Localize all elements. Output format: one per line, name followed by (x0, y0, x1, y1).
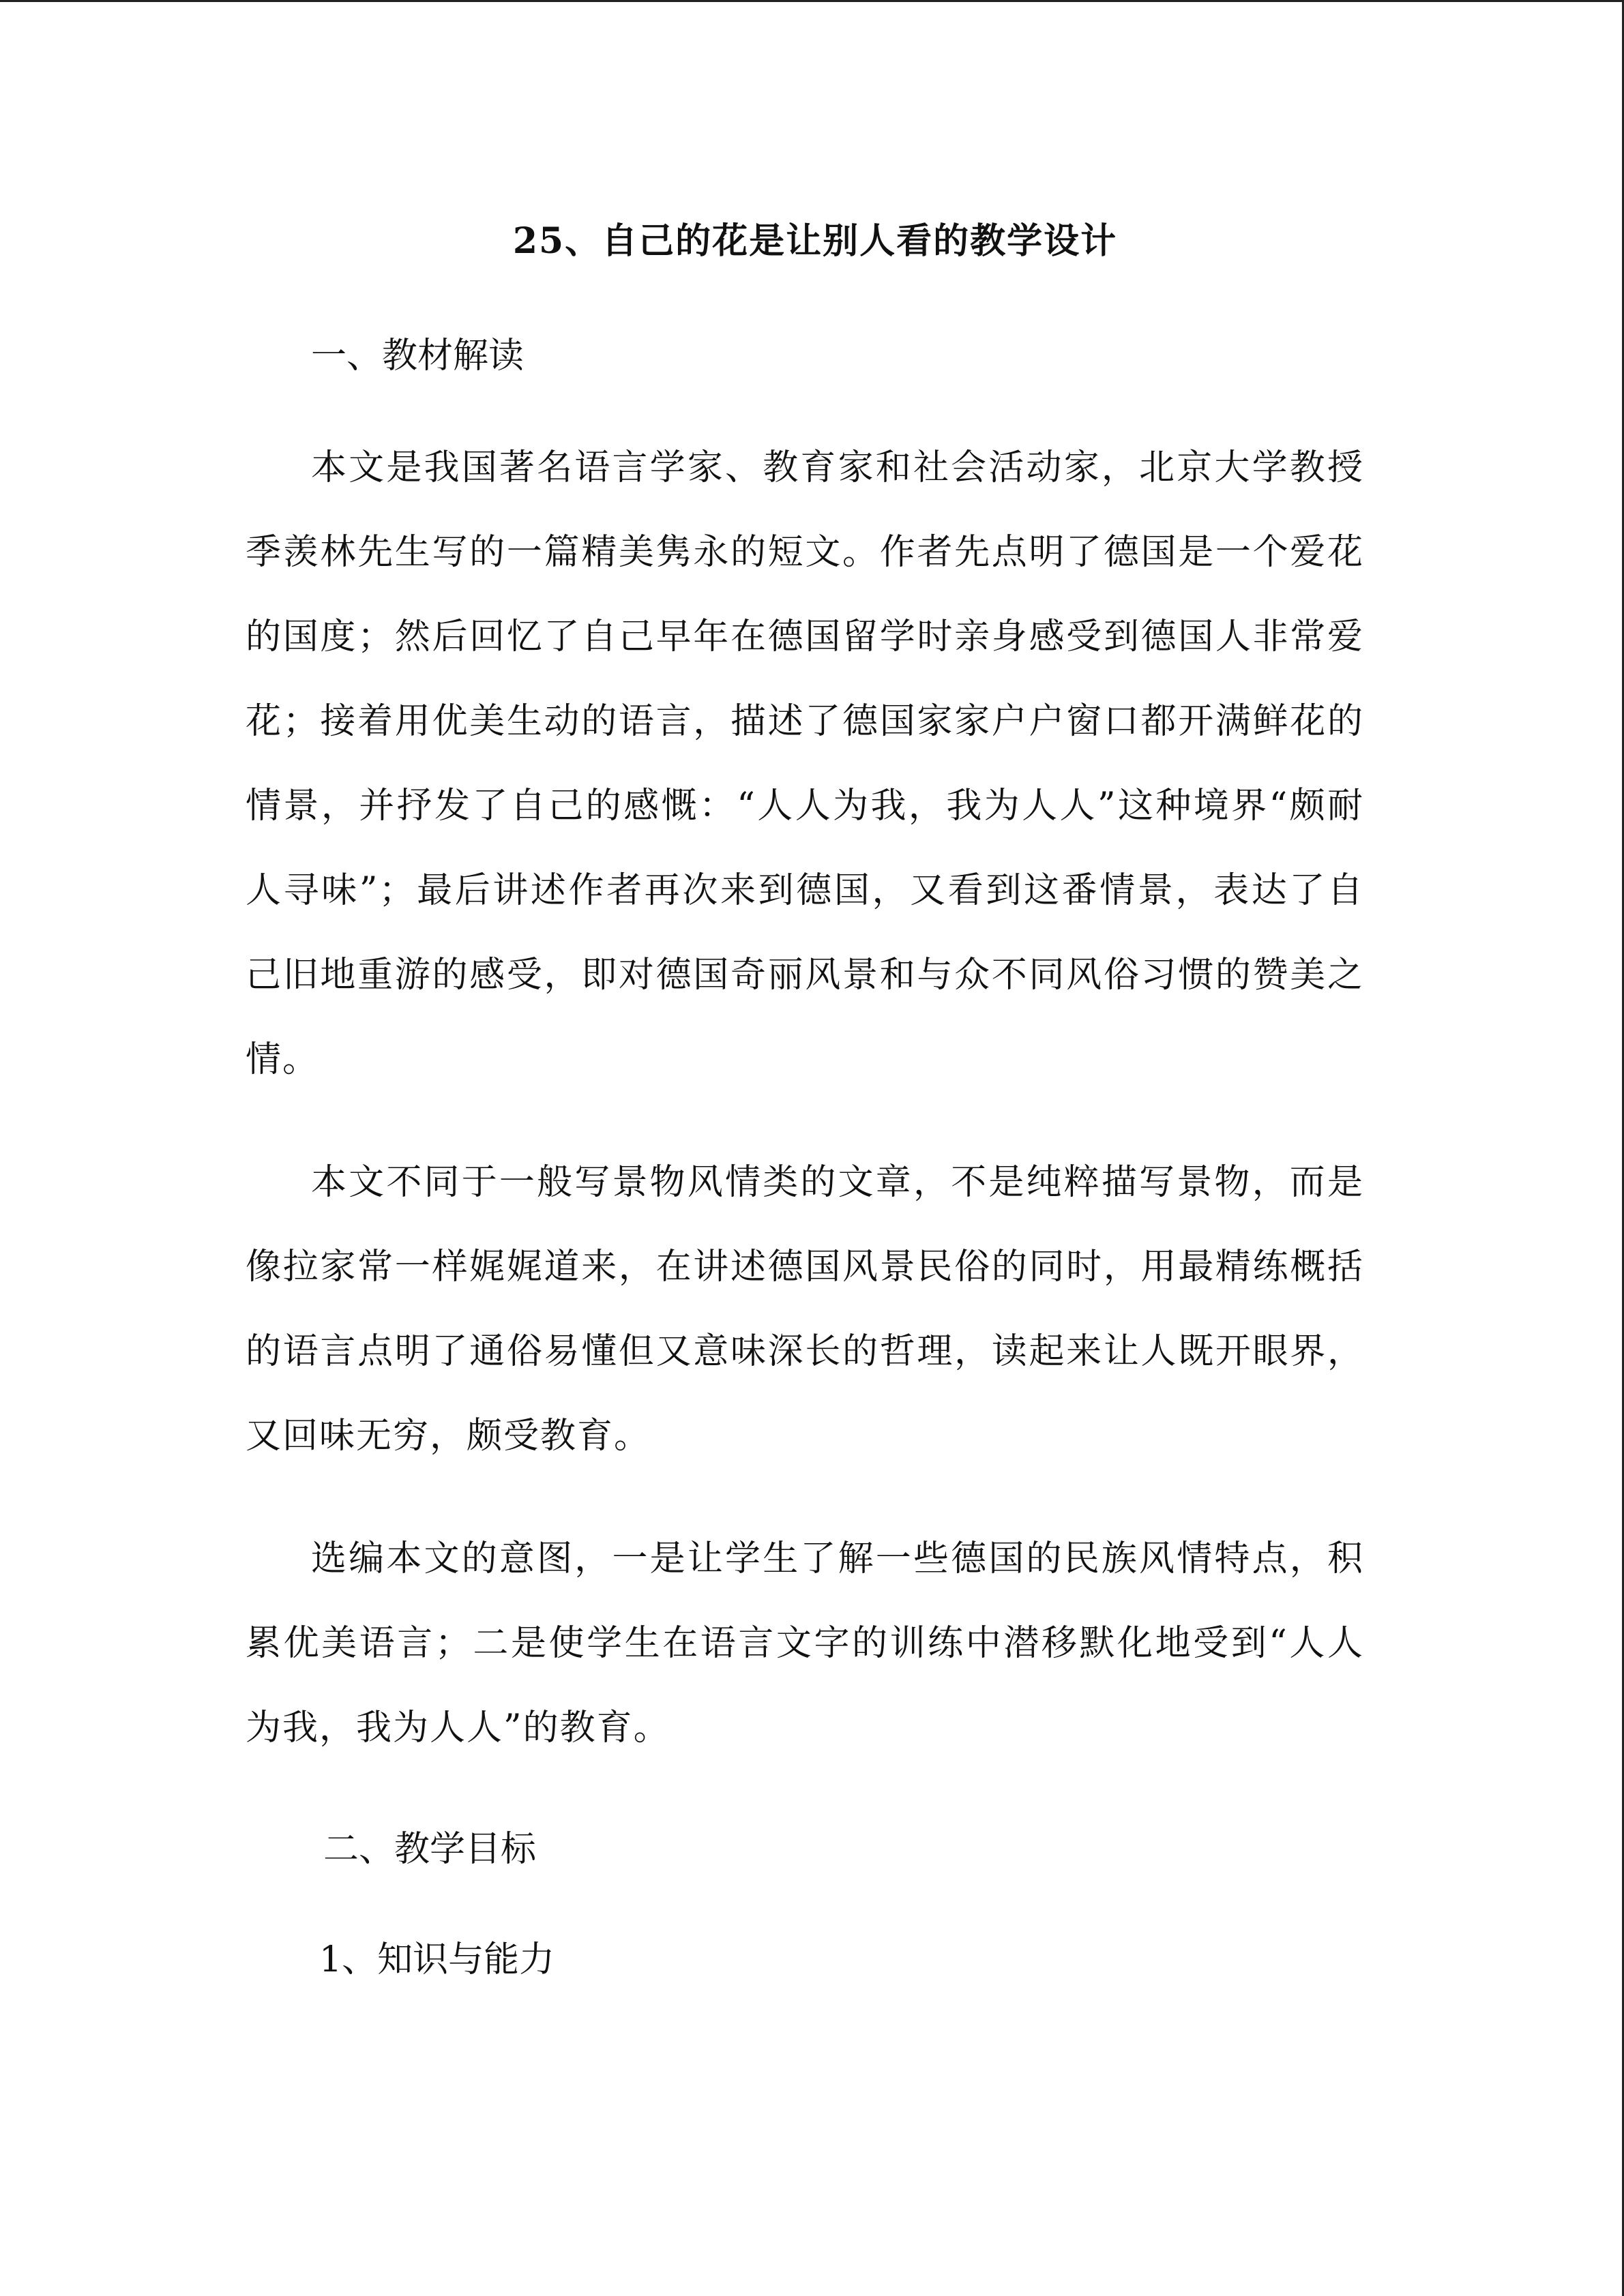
section-heading-teaching-goals: 二、教学目标 (323, 1829, 537, 1870)
subsection-heading-knowledge-ability: 1、知识与能力 (319, 1939, 555, 1980)
document-title: 25、自己的花是让别人看的教学设计 (512, 220, 1118, 262)
paragraph-3: 选编本文的意图，一是让学生了解一些德国的民族风情特点，积累优美语言；二是使学生在语言文字的训练中潜移默化地受到“人人为我，我为人人”的教育。 (246, 1538, 1364, 1748)
document-body (246, 205, 1364, 1997)
section-heading-textbook-reading: 一、教材解读 (311, 336, 525, 376)
paragraph-2: 本文不同于一般写景物风情类的文章，不是纯粹描写景物，而是像拉家常一样娓娓道来，在讲述德国风景民俗的同时，用最精练概括的语言点明了通俗易懂但又意味深长的哲理，读起来让人既开眼界，又回味无穷，颇受教育。 (246, 1162, 1364, 1457)
paragraph-1: 本文是我国著名语言学家、教育家和社会活动家，北京大学教授季羡林先生写的一篇精美隽永的短文。作者先点明了德国是一个爱花的国度；然后回忆了自己早年在德国留学时亲身感受到德国人非常爱花；接着用优美生动的语言，描述了德国家家户户窗口都开满鲜花的情景，并抒发了自己的感慨：“人人为我，我为人人”这种境界“颇耐人寻味”；最后讲述作者再次来到德国，又看到这番情景，表达了自己旧地重游的感受，即对德国奇丽风景和与众不同风俗习惯的赞美之情。 (246, 447, 1364, 1080)
